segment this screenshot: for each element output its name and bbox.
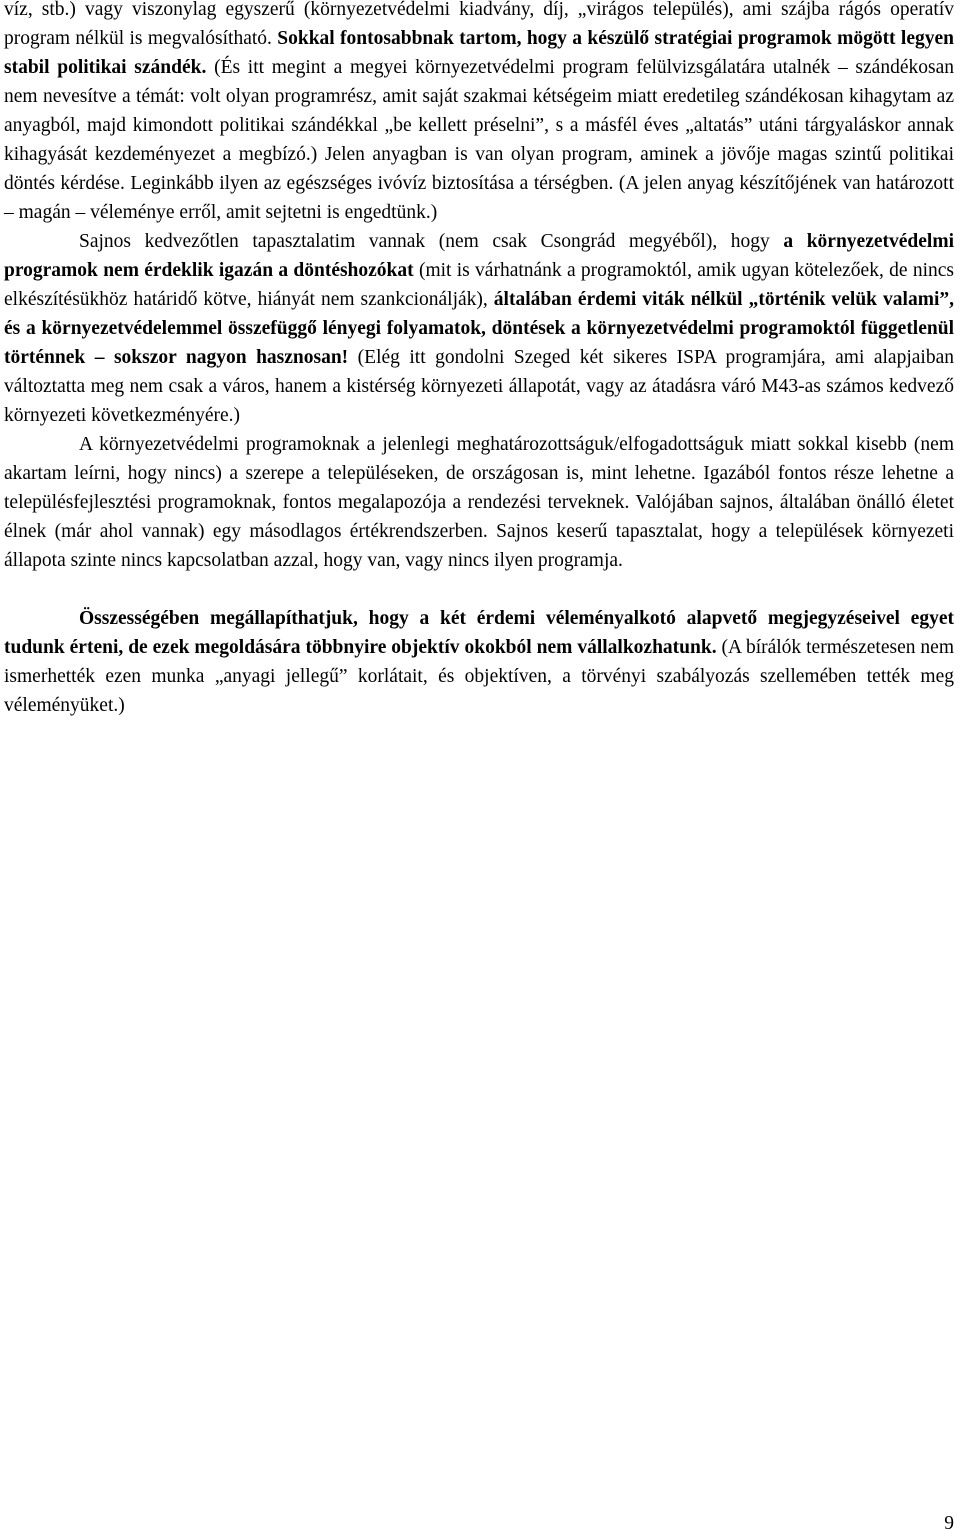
paragraph-decision-makers bbox=[4, 227, 954, 430]
text-span: A környezetvédelmi programoknak a jelenlegi meghatározottságuk/elfogadottságuk miatt sokkal kisebb (nem akartam leírni, hogy nincs) a szerepe a településeken, de országosan is, mint lehetne. Igazából fontos része lehetne a településfejlesztési programoknak, fontos megalapozója a rendezési terveknek. Valójában sajnos, általában önálló életet élnek (már ahol vannak) egy másodlagos értékrendszerben. Sajnos keserű tapasztalat, hogy a települések környezeti állapota szinte nincs kapcsolatban azzal, hogy van, vagy nincs ilyen programja. bbox=[4, 434, 954, 571]
document-page bbox=[4, 0, 954, 720]
paragraph-political-intent bbox=[4, 0, 954, 227]
text-span: (A bírálók természetesen nem ismerhették ezen munka „anyagi jellegű” korlátait, és objektíven, a törvényi szabályozás szellemében tették meg véleményüket.) bbox=[4, 637, 954, 716]
text-span: (Elég itt gondolni Szeged két sikeres ISPA programjára, ami alapjaiban változtatta meg nem csak a város, hanem a kistérség környezeti állapotát, vagy az átadásra váró M43-as számos kedvező környezeti következményére.) bbox=[4, 347, 954, 426]
text-span: víz, stb.) vagy viszonylag egyszerű (környezetvédelmi kiadvány, díj, „virágos település), ami szájba rágós operatív program nélkül is megvalósítható. bbox=[4, 0, 954, 49]
paragraph-program-role bbox=[4, 430, 954, 575]
text-span: Sajnos kedvezőtlen tapasztalatim vannak (nem csak Csongrád megyéből), hogy bbox=[79, 231, 784, 252]
paragraph-summary bbox=[4, 604, 954, 720]
text-span: (mit is várhatnánk a programoktól, amik ugyan kötelezőek, de nincs elkészítésükhöz határidő kötve, hiányát nem szankcionálják), bbox=[4, 260, 954, 310]
bold-text-span: Sokkal fontosabbnak tartom, hogy a készülő stratégiai programok mögött legyen stabil politikai szándék. bbox=[4, 28, 954, 78]
bold-text-span: Összességében megállapíthatjuk, hogy a két érdemi véleményalkotó alapvető megjegyzéseivel egyet tudunk érteni, de ezek megoldására többnyire objektív okokból nem vállalkozhatunk. bbox=[4, 608, 954, 658]
bold-text-span: a környezetvédelmi programok nem érdeklik igazán a döntéshozókat bbox=[4, 231, 954, 281]
page-number: 9 bbox=[944, 1513, 954, 1534]
bold-text-span: általában érdemi viták nélkül „történik velük valami”, és a környezetvédelemmel összefüggő lényegi folyamatok, döntések a környezetvédelmi programoktól függetlenül történnek – sokszor nagyon hasznosan! bbox=[4, 289, 954, 368]
text-span: (És itt megint a megyei környezetvédelmi program felülvizsgálatára utalnék – szándékosan nem nevesítve a témát: volt olyan programrész, amit saját szakmai kétségeim miatt eredetileg szándékosan kihagytam az anyagból, majd kimondott politikai szándékkal „be kellett préselni”, s a másfél éves „altatás” utáni tárgyaláskor annak kihagyását kezdeményezet a megbízó.) Jelen anyagban is van olyan program, aminek a jövője magas szintű politikai döntés kérdése. Leginkább ilyen az egészséges ivóvíz biztosítása a térségben. (A jelen anyag készítőjének van határozott – magán – véleménye erről, amit sejtetni is engedtünk.) bbox=[4, 57, 954, 223]
